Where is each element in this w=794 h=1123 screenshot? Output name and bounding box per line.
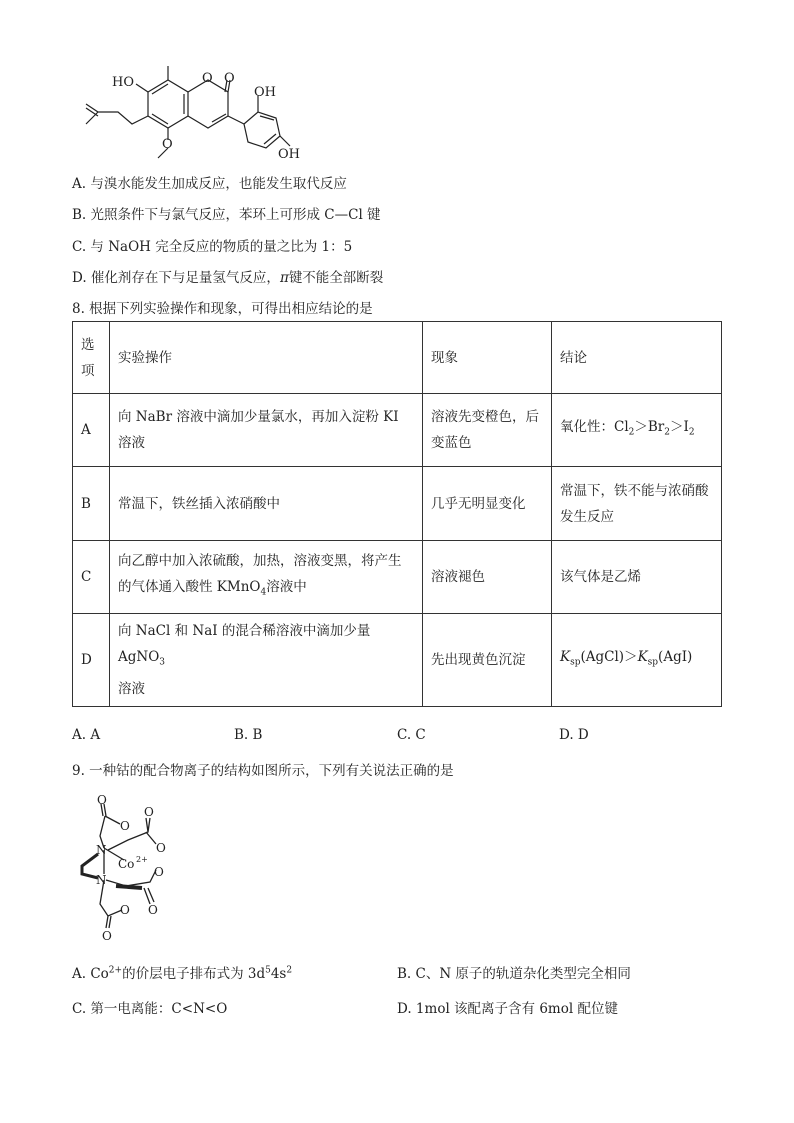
cobalt-complex-structure — [70, 788, 190, 943]
row-b-phenomenon: 几乎无明显变化 — [423, 467, 552, 541]
header-phenomenon-cell: 现象 — [423, 322, 552, 394]
experiment-table — [72, 321, 722, 707]
row-a-operation: 向 NaBr 溶液中滴加少量氯水，再加入淀粉 KI 溶液 — [110, 394, 423, 467]
cobalt-charge-label: 2+ — [136, 855, 148, 864]
q9-option-b: B. C、N 原子的轨道杂化类型完全相同 — [397, 966, 631, 982]
row-a-phenomenon: 溶液先变橙色，后 变蓝色 — [423, 394, 552, 467]
q9-option-c: C. 第一电离能：C<N<O — [72, 1001, 228, 1017]
upper-ominus-label: O — [120, 819, 130, 833]
q9-option-d: D. 1mol 该配离子含有 6mol 配位键 — [397, 1001, 618, 1017]
bottom-ominus-label: O — [120, 903, 130, 917]
lower-nitrogen-label: N — [96, 873, 107, 887]
row-a-conclusion: 氧化性：$Cl_2>Br_2>I_2$ — [552, 394, 722, 467]
q8-answer-a: A. A — [72, 727, 101, 743]
row-c-option: C — [73, 541, 110, 614]
q9-stem: 9. 一种钴的配合物离子的结构如图所示，下列有关说法正确的是 — [72, 763, 454, 779]
oh-bottom-label: OH — [278, 147, 300, 162]
q7-option-c: C. 与 NaOH 完全反应的物质的量之比为 1：5 — [72, 239, 353, 255]
lower-ominus-label: O — [154, 865, 164, 879]
table-row — [73, 614, 722, 707]
row-c-phenomenon: 溶液褪色 — [423, 541, 552, 614]
header-operation-cell: 实验操作 — [110, 322, 423, 394]
top-oxygen-label: O — [97, 793, 107, 807]
header-conclusion-cell: 结论 — [552, 322, 722, 394]
ho-label: HO — [112, 75, 134, 90]
q8-answer-c: C. C — [397, 727, 426, 743]
row-b-conclusion: 常温下，铁不能与浓硝酸 发生反应 — [552, 467, 722, 541]
upper-nitrogen-label: N — [96, 843, 107, 857]
q7-option-b: B. 光照条件下与氯气反应，苯环上可形成 C—Cl 键 — [72, 207, 381, 223]
q8-stem: 8. 根据下列实验操作和现象，可得出相应结论的是 — [72, 301, 373, 317]
cobalt-label: Co — [118, 857, 135, 871]
bottom-oxygen-label: O — [102, 929, 112, 943]
ring-oxygen-label: O — [202, 71, 213, 86]
right-ominus-label: O — [156, 841, 166, 855]
carbonyl-oxygen-label: O — [224, 71, 235, 86]
q9-option-a: A. $Co^{2+}$的价层电子排布式为 $3d^54s^2$ — [72, 965, 293, 982]
row-b-option: B — [73, 467, 110, 541]
q7-option-a: A. 与溴水能发生加成反应，也能发生取代反应 — [72, 176, 347, 192]
row-c-conclusion: 该气体是乙烯 — [552, 541, 722, 614]
row-a-option: A — [73, 394, 110, 467]
q8-answer-b: B. B — [234, 727, 263, 743]
lower-right-oxygen-label: O — [148, 903, 158, 917]
q8-answer-d: D. D — [559, 727, 589, 743]
row-d-operation: 向 NaCl 和 NaI 的混合稀溶液中滴加少量 AgNO$_3$ 溶液 — [110, 614, 423, 707]
q7-option-d-suffix: 键不能全部断裂 — [288, 270, 384, 286]
row-b-operation: 常温下，铁丝插入浓硝酸中 — [110, 467, 423, 541]
methoxy-oxygen-label: O — [162, 137, 173, 152]
table-row — [73, 394, 722, 467]
pi-symbol: π — [279, 270, 289, 286]
q7-option-d — [72, 266, 383, 286]
row-d-phenomenon: 先出现黄色沉淀 — [423, 614, 552, 707]
table-row — [73, 541, 722, 614]
header-option-cell: 选 项 — [73, 322, 110, 394]
right-oxygen-label: O — [144, 805, 154, 819]
table-header-row — [73, 322, 722, 394]
row-c-operation: 向乙醇中加入浓硫酸，加热，溶液变黑，将产生 的气体通入酸性 KMnO$_4$溶液中 — [110, 541, 423, 614]
row-d-conclusion: $K_{sp}(AgCl)>K_{sp}(AgI)$ — [552, 614, 722, 707]
oh-top-label: OH — [254, 85, 276, 100]
table-row — [73, 467, 722, 541]
row-d-option: D — [73, 614, 110, 707]
coumarin-structure — [68, 62, 308, 162]
q7-option-d-prefix: D. 催化剂存在下与足量氢气反应， — [72, 270, 280, 286]
